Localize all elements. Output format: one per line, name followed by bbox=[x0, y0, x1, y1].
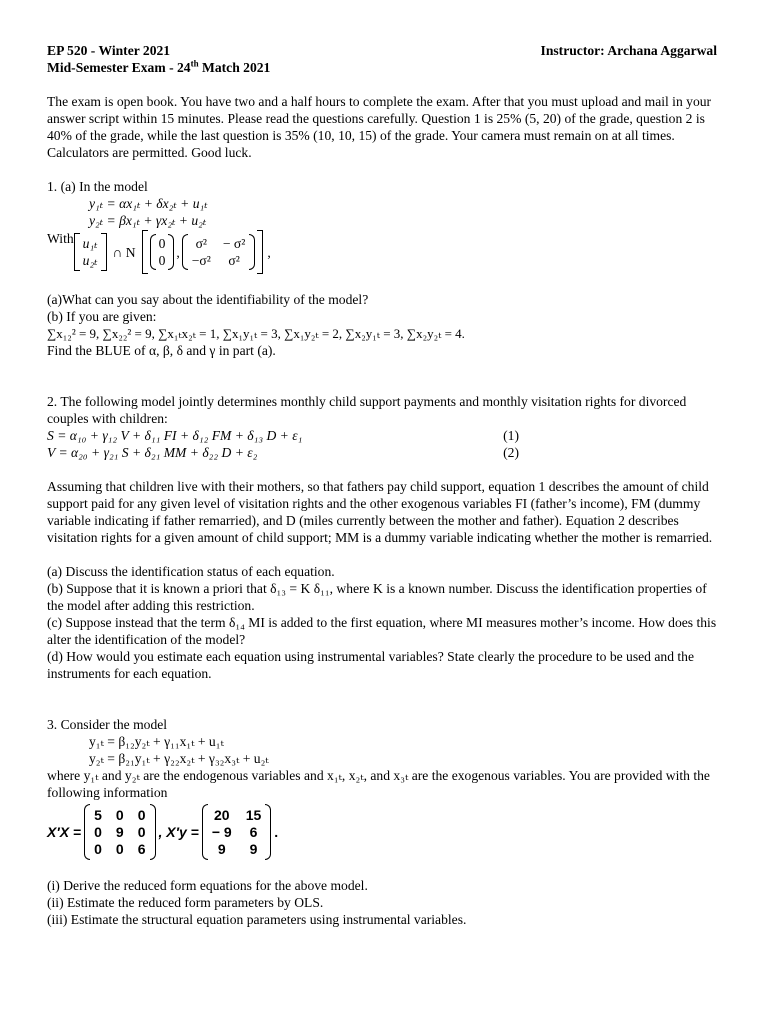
cov-22: σ² bbox=[228, 253, 240, 268]
vector-bottom: u₂ₜ bbox=[82, 253, 98, 268]
q1-equation-1: y₁ₜ = αx₁ₜ + δx₂ₜ + u₁ₜ bbox=[89, 196, 208, 211]
xy-label: , X′y = bbox=[158, 823, 199, 840]
q2-equation-1: S = α₁₀ + γ₁₂ V + δ₁₁ FI + δ₁₂ FM + δ₁₃ D + ε₁ bbox=[47, 428, 303, 443]
q3-part-i: (i) Derive the reduced form equations for the above model. bbox=[47, 878, 368, 893]
xx-label: X′X = bbox=[47, 823, 82, 840]
xx-cell-0-1: 0 bbox=[115, 806, 124, 823]
cov-12: − σ² bbox=[222, 236, 246, 251]
xy-cell-0-1: 15 bbox=[245, 806, 262, 823]
exam-title bbox=[47, 59, 717, 76]
instructor-name: Instructor: Archana Aggarwal bbox=[540, 43, 717, 58]
xx-cell-1-0: 0 bbox=[94, 823, 102, 840]
xx-cell-2-1: 0 bbox=[115, 840, 124, 857]
q2-equation-2: V = α₂₀ + γ₂₁ S + δ₂₁ MM + δ₂₂ D + ε₂ bbox=[47, 445, 258, 460]
xx-cell-0-0: 5 bbox=[94, 806, 102, 823]
mean-bottom: 0 bbox=[158, 253, 166, 268]
q2-equation-2-row bbox=[47, 444, 519, 461]
exam-title-suffix: Match 2021 bbox=[198, 60, 271, 75]
q3-equation-2: y₂ₜ = β₂₁y₁ₜ + γ₂₂x₂ₜ + γ₃₂x₃ₜ + u₂ₜ bbox=[89, 751, 269, 766]
exam-title-sup: th bbox=[190, 58, 199, 69]
q2-part-a: (a) Discuss the identification status of each equation. bbox=[47, 564, 335, 579]
covariance-matrix bbox=[188, 235, 250, 269]
q3-equation-1: y₁ₜ = β₁₂y₂ₜ + γ₁₁x₁ₜ + u₁ₜ bbox=[89, 734, 224, 749]
with-label: With bbox=[47, 231, 74, 246]
q2-part-b: (b) Suppose that it is known a priori that δ₁₃ = K δ₁₁, where K is a known number. Discuss the identification properties of the model after adding this restriction. bbox=[47, 581, 707, 613]
header-row bbox=[47, 42, 717, 59]
q2-part-d: (d) How would you estimate each equation using instrumental variables? State clearly the procedure to be used and the instruments for each equation. bbox=[47, 649, 695, 681]
q3-intro: 3. Consider the model bbox=[47, 717, 168, 732]
course-title: EP 520 - Winter 2021 bbox=[47, 43, 171, 58]
q1-equation-2: y₂ₜ = βx₁ₜ + γx₂ₜ + u₂ₜ bbox=[89, 213, 207, 228]
xx-cell-1-1: 9 bbox=[115, 823, 124, 840]
distribution-symbol: ∩ N bbox=[112, 244, 136, 260]
xy-cell-1-1: 6 bbox=[249, 823, 258, 840]
xy-cell-0-0: 20 bbox=[213, 806, 230, 823]
q3-where: where y₁ₜ and y₂ₜ are the endogenous variables and x₁ₜ, x₂ₜ, and x₃ₜ are the exogenous variables. You are provided with the following information bbox=[47, 768, 710, 800]
q1-find-blue: Find the BLUE of α, β, δ and γ in part (a). bbox=[47, 343, 276, 358]
cov-11: σ² bbox=[195, 236, 207, 251]
q2-paragraph: Assuming that children live with their mothers, so that fathers pay child support, equation 1 describes the amount of child support paid for any given level of visitation rights and the other exogenous variables FI (father’s income), FM (dummy variable indicating if father remarried), and D (miles currently between the mother and father). Equation 2 describes visitation rights for a given amount of child support; MM is a dummy variable indicating whether the mother is remarried. bbox=[47, 479, 713, 545]
q3-part-iii: (iii) Estimate the structural equation parameters using instrumental variables. bbox=[47, 912, 467, 927]
q2-equation-1-number: (1) bbox=[503, 428, 519, 443]
mean-top: 0 bbox=[158, 236, 166, 251]
xy-matrix bbox=[202, 804, 271, 860]
xx-cell-2-2: 6 bbox=[137, 840, 146, 857]
xx-cell-1-2: 0 bbox=[137, 823, 146, 840]
q3-part-ii: (ii) Estimate the reduced form parameters by OLS. bbox=[47, 895, 324, 910]
xy-cell-2-0: 9 bbox=[217, 840, 226, 857]
cov-21: −σ² bbox=[191, 253, 211, 268]
exam-page bbox=[47, 42, 717, 928]
q2-equation-1-row bbox=[47, 427, 519, 444]
xy-cell-1-0: − 9 bbox=[211, 823, 232, 840]
q1-part-b: (b) If you are given: bbox=[47, 309, 157, 324]
xx-cell-2-0: 0 bbox=[94, 840, 102, 857]
exam-title-prefix: Mid-Semester Exam - 24 bbox=[47, 60, 191, 75]
matrix-period: . bbox=[274, 823, 279, 840]
instructions: The exam is open book. You have two and a half hours to complete the exam. After that you must upload and mail in your answer script within 15 minutes. Please read the questions carefully. Question 1 is 25% (5, 20) of the grade, question 2 is 40% of the grade, while the last question is 35% (10, 10, 15) of the grade. Your camera must remain on at all times. Calculators are permitted. Good luck. bbox=[47, 94, 712, 160]
q2-part-c: (c) Suppose instead that the term δ₁₄ MI is added to the first equation, where MI measures mother’s income. How does this alter the identification of the model? bbox=[47, 615, 717, 647]
q3-matrices bbox=[47, 804, 717, 860]
q2-equation-2-number: (2) bbox=[503, 445, 519, 460]
xx-matrix bbox=[84, 804, 155, 860]
q1-part-a: (a)What can you say about the identifiability of the model? bbox=[47, 292, 369, 307]
q1-sums: ∑x₁₂² = 9, ∑x₂₂² = 9, ∑x₁ₜx₂ₜ = 1, ∑x₁y₁ₜ = 3, ∑x₁y₂ₜ = 2, ∑x₂y₁ₜ = 3, ∑x₂y₂ₜ = 4. bbox=[47, 326, 465, 341]
error-vector bbox=[74, 233, 107, 271]
q2-intro: 2. The following model jointly determines monthly child support payments and monthly visitation rights for divorced couples with children: bbox=[47, 394, 687, 426]
xx-cell-0-2: 0 bbox=[137, 806, 146, 823]
xy-cell-2-1: 9 bbox=[249, 840, 258, 857]
q1-intro: 1. (a) In the model bbox=[47, 179, 148, 194]
normal-params: 0 0 , σ² − σ² −σ² σ² bbox=[142, 230, 264, 274]
q1-distribution bbox=[47, 230, 717, 274]
trailing-comma: , bbox=[267, 244, 271, 260]
vector-top: u₁ₜ bbox=[82, 236, 98, 251]
